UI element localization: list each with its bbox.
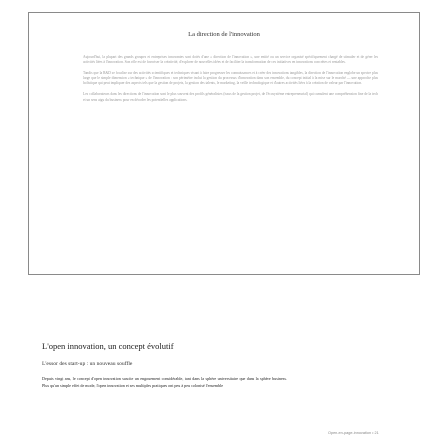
section-subtitle: L'essor des start-up : un nouveau souffle (42, 361, 133, 367)
info-box (28, 12, 420, 275)
box-paragraph: Tandis que la R&D se focalise sur des activités scientifiques et techniques visant à faire progresser les connaissances et à créer des innovations tangibles, la direction de l'innovation englobe un spectre plus large que le simple dimension « technique » de l'innovation : son périmètre inclut la gestion du processus d'innovation dans son ensemble, du concept initial à la mise sur le marché — une approche plus holistique qui peut impliquer des aspects tels que la gestion de projets, la gestion des talents, le marketing, la veille technologique et d'autres activités liées à la création de valeur par l'innovation. (83, 71, 378, 86)
section-body (42, 376, 287, 389)
body-paragraph: Depuis vingt ans, le concept d'open innovation suscite un engouement considérable, tant dans la sphère universitaire que dans la sphère business. Plus qu'un simple effet de mode, l'open innovation et ses multiples pratiques ont peu à peu colonisé l'ensemble (42, 376, 287, 388)
box-body (83, 55, 378, 109)
section-title: L'open innovation, un concept évolutif (42, 341, 174, 351)
box-title: La direction de l'innovation (188, 31, 260, 38)
box-paragraph: Aujourd'hui, la plupart des grands groupes et entreprises innovantes sont dotés d'une « direction de l'innovation », une entité ou un service organisé spécifiquement chargé de stimuler et de gérer les activités liées à l'innovation. Son rôle est de favoriser la créativité, d'explorer de nouvelles idées et de faciliter la transformation de ces initiatives en innovations concrètes et rentables. (83, 55, 378, 65)
box-paragraph: Les collaborateurs dans les directions de l'innovation sont le plus souvent des profils généralistes (issus de la gestion projet, de l'écosystème entrepreneurial) qui cumulent une compréhension fine de la tech et un sens aigu du business pour en décoder les potentielles applications. (83, 92, 378, 102)
page-footer: Open-en-page-innovation • 21 (328, 431, 379, 435)
